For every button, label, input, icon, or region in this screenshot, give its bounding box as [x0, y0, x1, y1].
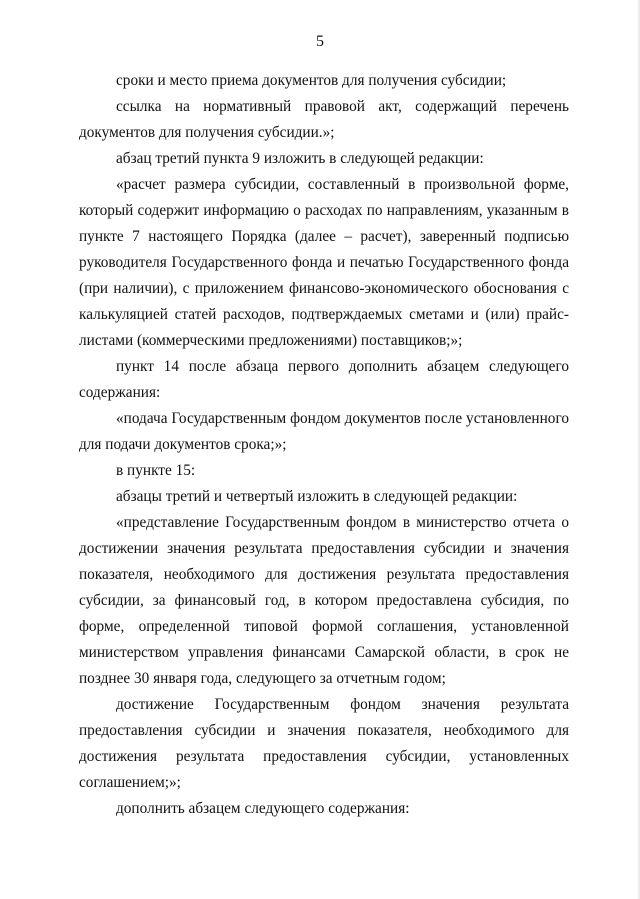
- paragraph-report-submission: «представление Государственным фондом в министерство отчета о достижении значения результата предоставления субсидии и значения показателя, необходимого для достижения результата предоставления субсидии, за финансовый год, в котором предоставлена субсидия, по форме, определенной типовой формой соглашения, установленной министерством управления финансами Самарской области, в срок не позднее 30 января года, следующего за отчетным годом;: [79, 514, 569, 687]
- page-number: 5: [316, 33, 324, 50]
- paragraph-add-new-paragraph: дополнить абзацем следующего содержания:: [116, 800, 410, 817]
- paragraph-item-15-amendment: абзацы третий и четвертый изложить в следующей редакции:: [116, 488, 518, 505]
- paragraph-item-15-heading: в пункте 15:: [116, 462, 196, 479]
- paragraph-subsidy-calculation: «расчет размера субсидии, составленный в произвольной форме, который содержит информацию о расходах по направлениям, указанным в пункте 7 настоящего Порядка (далее – расчет), заверенный подписью руководителя Государственного фонда и печатью Государственного фонда (при наличии), с приложением финансово-экономического обоснования с калькуляцией статей расходов, подтверждаемых сметами и (или) прайс-листами (коммерческими предложениями) поставщиков;»;: [79, 176, 569, 349]
- paragraph-normative-act-link: ссылка на нормативный правовой акт, содержащий перечень документов для получения субсидии.»;: [79, 98, 569, 141]
- paragraph-item-9-amendment: абзац третий пункта 9 изложить в следующей редакции:: [116, 150, 484, 167]
- document-body: [79, 68, 569, 822]
- paragraph-documents-deadline: сроки и место приема документов для получения субсидии;: [116, 72, 507, 89]
- paragraph-result-achievement: достижение Государственным фондом значения результата предоставления субсидии и значения показателя, необходимого для достижения результата предоставления субсидии, установленных соглашением;»;: [79, 696, 569, 791]
- paragraph-late-submission: «подача Государственным фондом документов после установленного для подачи документов срока;»;: [79, 410, 569, 453]
- paragraph-item-14-amendment: пункт 14 после абзаца первого дополнить абзацем следующего содержания:: [79, 358, 569, 401]
